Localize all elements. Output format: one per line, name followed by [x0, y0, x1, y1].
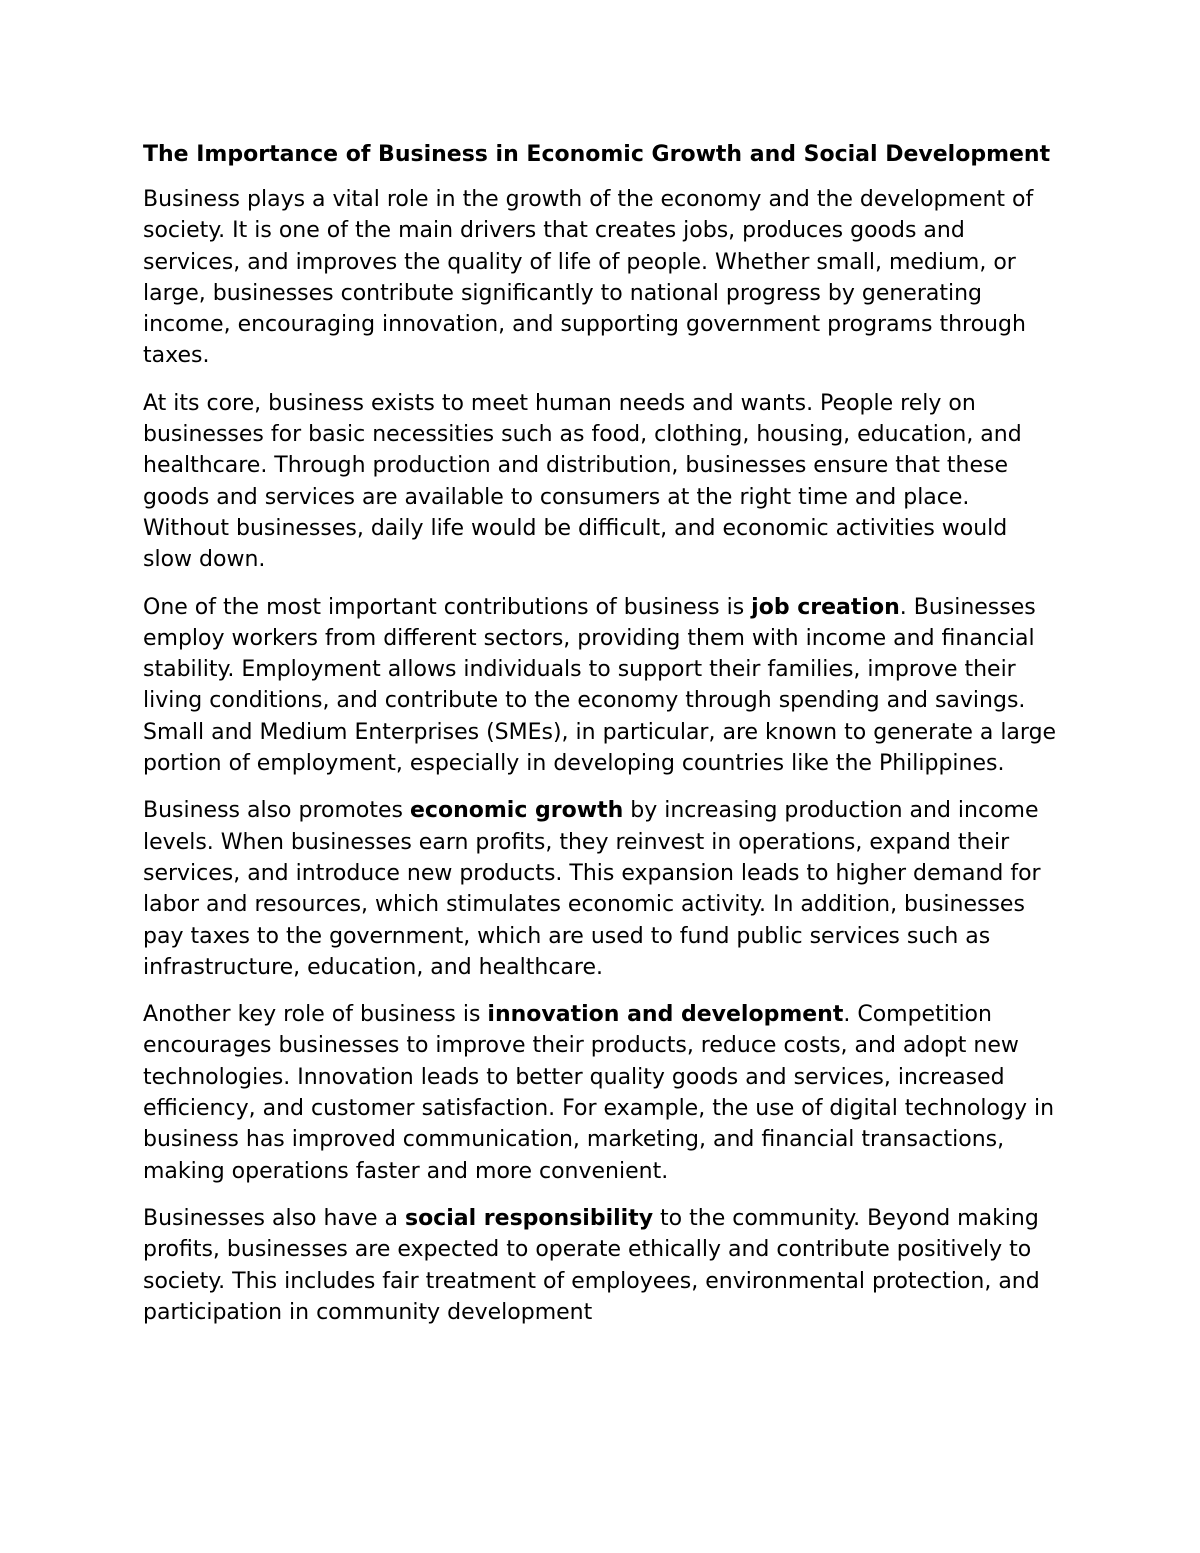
paragraph-text: Business also promotes — [143, 798, 411, 824]
emphasis-social-responsibility: social responsibility — [404, 1205, 654, 1231]
emphasis-innovation: innovation and development — [487, 1002, 844, 1028]
paragraph-text: by increasing production and income levels. When businesses earn profits, they reinvest in operations, expand their services, and introduce new products. This expansion leads to higher demand for labor and resources, which stimulates economic activity. In addition, businesses pay taxes to the government, which are used to fund public services such as infrastructure, education, and healthcare. — [143, 798, 1041, 980]
paragraph-text: Businesses also have a — [143, 1205, 405, 1231]
emphasis-economic-growth: economic growth — [410, 798, 624, 824]
paragraph-text: One of the most important contributions of business is — [143, 594, 752, 620]
paragraph-text: . Businesses employ workers from different sectors, providing them with income and financial stability. Employment allows individuals to support their families, improve their living conditions, and contribute to the economy through spending and savings. Small and Medium Enterprises (SMEs), in particular, are known to generate a large portion of employment, especially in developing countries like the Philippines. — [143, 594, 1057, 777]
paragraph-intro — [143, 184, 1058, 372]
document-title: The Importance of Business in Economic Growth and Social Development — [143, 142, 1051, 167]
paragraph-social-responsibility — [143, 1203, 1058, 1328]
paragraph-text: Business plays a vital role in the growth of the economy and the development of society. It is one of the main drivers that creates jobs, produces goods and services, and improves the quality of life of people. Whether small, medium, or large, businesses contribute significantly to national progress by generating income, encouraging innovation, and supporting government programs through taxes. — [143, 187, 1034, 369]
document-page — [143, 139, 1058, 1344]
paragraph-job-creation — [143, 592, 1058, 780]
paragraph-text: . Competition encourages businesses to improve their products, reduce costs, and adopt new technologies. Innovation leads to better quality goods and services, increased efficiency, and customer satisfaction. For example, the use of digital technology in business has improved communication, marketing, and financial transactions, making operations faster and more convenient. — [143, 1002, 1055, 1184]
paragraph-core — [143, 388, 1058, 576]
paragraph-economic-growth — [143, 795, 1058, 983]
paragraph-text: Another key role of business is — [143, 1002, 488, 1028]
paragraph-text: At its core, business exists to meet human needs and wants. People rely on businesses for basic necessities such as food, clothing, housing, education, and healthcare. Through production and distribution, businesses ensure that these goods and services are available to consumers at the right time and place. Without businesses, daily life would be difficult, and economic activities would slow down. — [143, 390, 1022, 573]
emphasis-job-creation: job creation — [751, 594, 900, 620]
paragraph-text: to the community. Beyond making profits, businesses are expected to operate ethically and contribute positively to society. This includes fair treatment of employees, environmental protection, and participation in community development — [143, 1205, 1040, 1325]
paragraph-innovation — [143, 999, 1058, 1187]
